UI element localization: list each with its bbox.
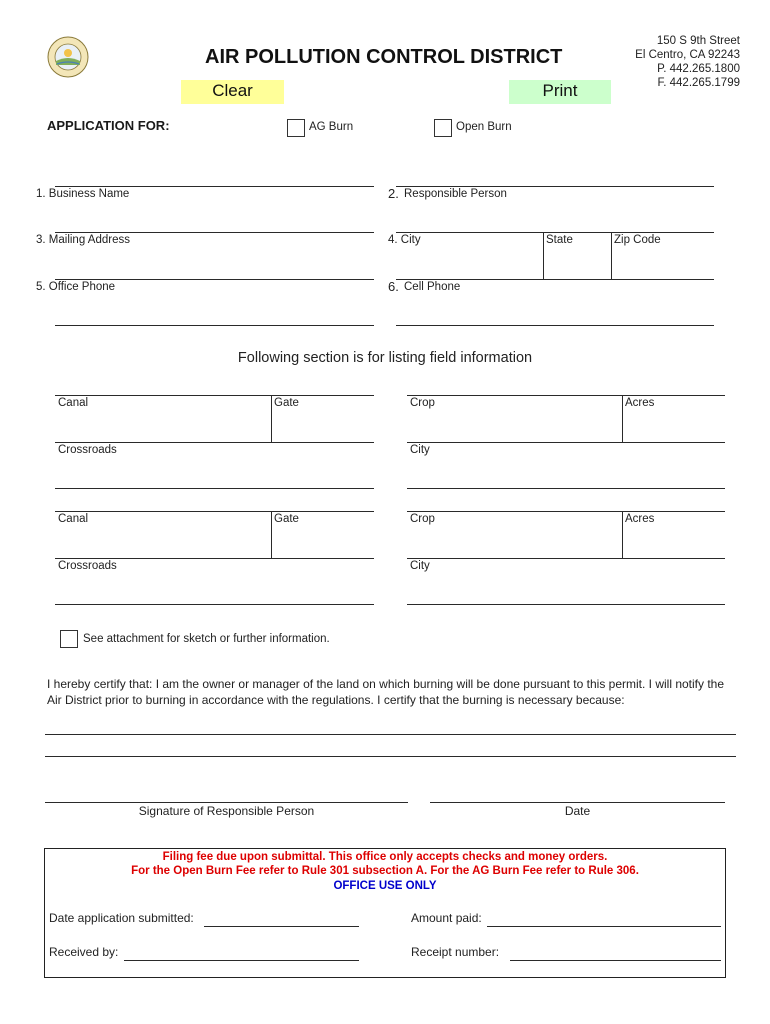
responsible-person-label: Responsible Person xyxy=(404,188,507,200)
field-city-label-1: City xyxy=(410,444,430,456)
city-label: 4. City xyxy=(388,234,421,246)
canal-label-2: Canal xyxy=(58,513,89,525)
crop-field-2[interactable] xyxy=(407,511,725,512)
crossroads-field-1[interactable] xyxy=(55,442,374,443)
clear-button[interactable]: Clear xyxy=(181,80,284,104)
address-phone: P. 442.265.1800 xyxy=(657,63,740,75)
zip-divider xyxy=(611,232,612,279)
city-field[interactable] xyxy=(396,232,714,233)
field-city-field-2[interactable] xyxy=(407,558,725,559)
signature-field[interactable] xyxy=(45,802,408,803)
cell-phone-field[interactable] xyxy=(396,279,714,280)
acres-label-2: Acres xyxy=(625,513,655,525)
address-street: 150 S 9th Street xyxy=(656,35,740,47)
crop-label-2: Crop xyxy=(410,513,435,525)
gate-divider-1 xyxy=(271,395,272,442)
county-seal xyxy=(47,36,89,78)
responsible-person-field[interactable] xyxy=(396,186,714,187)
canal-label-1: Canal xyxy=(58,397,89,409)
mailing-address-label: 3. Mailing Address xyxy=(36,234,130,246)
mailing-address-field[interactable] xyxy=(55,232,374,233)
row3-bottom-line-right xyxy=(396,325,714,326)
page-title: AIR POLLUTION CONTROL DISTRICT xyxy=(205,46,563,68)
cell-phone-label: Cell Phone xyxy=(404,281,461,293)
business-name-field[interactable] xyxy=(55,186,374,187)
fee-notice-1: Filing fee due upon submittal. This office only accepts checks and money orders. xyxy=(162,851,608,863)
responsible-person-num: 2. xyxy=(388,186,399,201)
crop-field-1[interactable] xyxy=(407,395,725,396)
canal-field-1[interactable] xyxy=(55,395,374,396)
crossroads-label-1: Crossroads xyxy=(58,444,117,456)
received-by-field[interactable] xyxy=(124,960,359,961)
open-burn-label: Open Burn xyxy=(456,121,512,133)
block2-bottom-line xyxy=(55,604,374,605)
gate-label-2: Gate xyxy=(274,513,299,525)
address-block xyxy=(635,34,740,90)
field-city-field-1[interactable] xyxy=(407,442,725,443)
field-city-label-2: City xyxy=(410,560,430,572)
amount-paid-label: Amount paid: xyxy=(411,911,482,925)
business-name-label: 1. Business Name xyxy=(36,188,130,200)
amount-paid-field[interactable] xyxy=(487,926,721,927)
reason-line-2[interactable] xyxy=(45,756,736,757)
date-submitted-label: Date application submitted: xyxy=(49,911,194,925)
cell-phone-num: 6. xyxy=(388,279,399,294)
date-field[interactable] xyxy=(430,802,725,803)
application-for-label: APPLICATION FOR: xyxy=(47,118,170,133)
block1-bottom-line xyxy=(55,488,374,489)
office-phone-label: 5. Office Phone xyxy=(36,281,116,293)
reason-line-1[interactable] xyxy=(45,734,736,735)
fee-notice-2: For the Open Burn Fee refer to Rule 301 subsection A. For the AG Burn Fee refer to Rule 306. xyxy=(131,865,639,877)
receipt-number-label: Receipt number: xyxy=(411,945,500,959)
receipt-number-field[interactable] xyxy=(510,960,721,961)
crossroads-label-2: Crossroads xyxy=(58,560,117,572)
date-label: Date xyxy=(564,804,591,818)
row3-bottom-line xyxy=(55,325,374,326)
acres-divider-2 xyxy=(622,511,623,558)
date-submitted-field[interactable] xyxy=(204,926,359,927)
signature-label: Signature of Responsible Person xyxy=(138,804,315,818)
ag-burn-label: AG Burn xyxy=(309,121,354,133)
attachment-checkbox[interactable] xyxy=(60,630,78,648)
crossroads-field-2[interactable] xyxy=(55,558,374,559)
address-city: El Centro, CA 92243 xyxy=(635,49,740,61)
office-use-box xyxy=(44,848,726,978)
address-fax: F. 442.265.1799 xyxy=(657,77,740,89)
canal-field-2[interactable] xyxy=(55,511,374,512)
block2-bottom-line-right xyxy=(407,604,725,605)
acres-divider-1 xyxy=(622,395,623,442)
print-button[interactable]: Print xyxy=(509,80,611,104)
gate-label-1: Gate xyxy=(274,397,299,409)
received-by-label: Received by: xyxy=(49,945,119,959)
attachment-label: See attachment for sketch or further information. xyxy=(83,633,330,645)
block1-bottom-line-right xyxy=(407,488,725,489)
state-divider xyxy=(543,232,544,279)
acres-label-1: Acres xyxy=(625,397,655,409)
office-phone-field[interactable] xyxy=(55,279,374,280)
open-burn-checkbox[interactable] xyxy=(434,119,452,137)
crop-label-1: Crop xyxy=(410,397,435,409)
field-info-heading: Following section is for listing field information xyxy=(237,350,533,366)
office-use-only-label: OFFICE USE ONLY xyxy=(333,880,437,892)
state-label: State xyxy=(546,234,573,246)
ag-burn-checkbox[interactable] xyxy=(287,119,305,137)
gate-divider-2 xyxy=(271,511,272,558)
zip-label: Zip Code xyxy=(614,234,661,246)
certify-text: I hereby certify that: I am the owner or manager of the land on which burning will be done pursuant to this permit. I will notify the Air District prior to burning in accordance with the regulations. I certify that the burning is necessary because: xyxy=(47,677,725,707)
